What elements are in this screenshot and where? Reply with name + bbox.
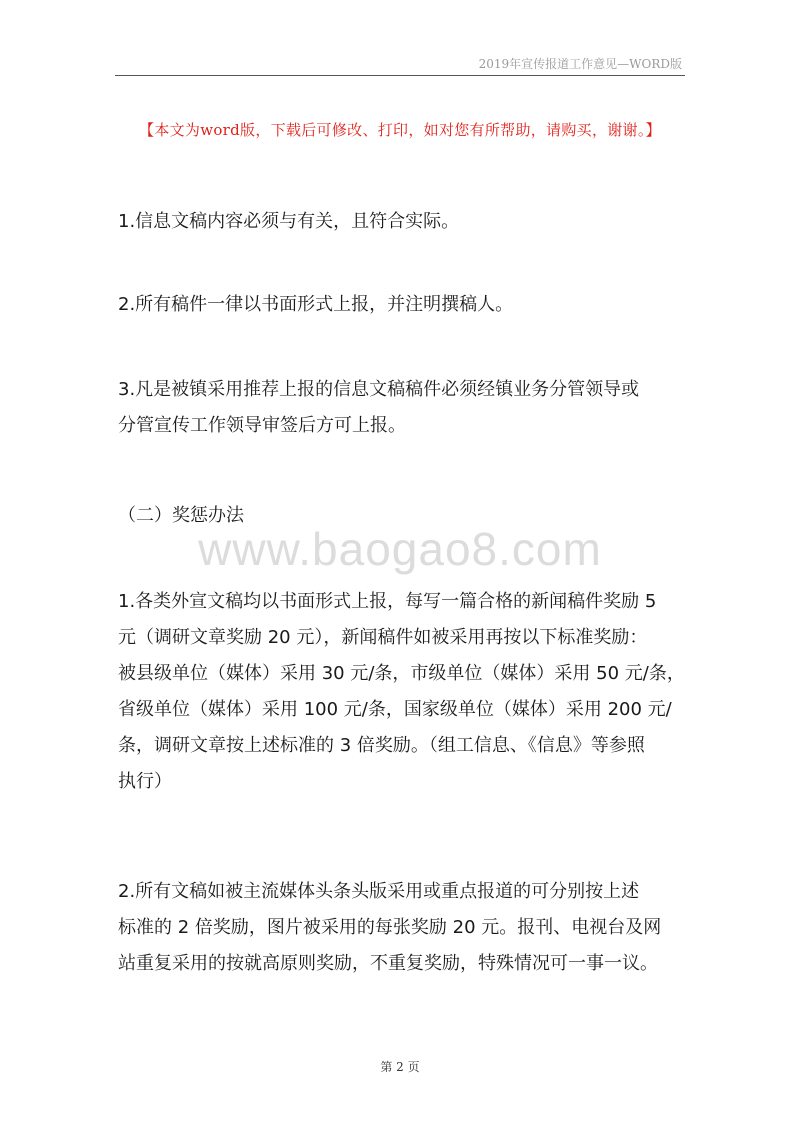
paragraph-line: 1.信息文稿内容必须与有关，且符合实际。 (118, 211, 460, 232)
paragraph-line: 条，调研文章按上述标准的 3 倍奖励。（组工信息、《信息》等参照 (118, 735, 645, 756)
paragraph-line: 站重复采用的按就高原则奖励，不重复奖励，特殊情况可一事一议。 (118, 953, 658, 974)
paragraph-line: 2.所有稿件一律以书面形式上报，并注明撰稿人。 (118, 294, 514, 315)
section-heading-text: （二）奖惩办法 (118, 505, 244, 526)
page-number: 第 2 页 (380, 1060, 420, 1074)
document-header-title: 2019年宣传报道工作意见—WORD版 (478, 57, 682, 71)
paragraph-line: 3.凡是被镇采用推荐上报的信息文稿稿件必须经镇业务分管领导或 (118, 379, 640, 400)
paragraph-line: 标准的 2 倍奖励，图片被采用的每张奖励 20 元。报刊、电视台及网 (118, 917, 662, 938)
paragraph-submission-format (118, 287, 698, 323)
paragraph-line: 元（调研文章奖励 20 元），新闻稿件如被采用再按以下标准奖励： (118, 627, 648, 648)
paragraph-approval (118, 372, 698, 444)
purchase-notice: 【本文为word版，下载后可修改、打印，如对您有所帮助，请购买，谢谢。】 (139, 121, 661, 139)
paragraph-reward-standards (118, 584, 698, 800)
paragraph-line: 分管宣传工作领导审签后方可上报。 (118, 415, 406, 436)
paragraph-headline-bonus (118, 874, 698, 982)
header-divider (115, 75, 685, 76)
paragraph-info-content (118, 204, 698, 240)
paragraph-line: 2.所有文稿如被主流媒体头条头版采用或重点报道的可分别按上述 (118, 881, 640, 902)
site-watermark: www.baogao8.com (198, 523, 602, 575)
paragraph-line: 1.各类外宣文稿均以书面形式上报，每写一篇合格的新闻稿件奖励 5 (118, 591, 657, 612)
paragraph-line: 执行） (118, 771, 172, 792)
paragraph-line: 省级单位（媒体）采用 100 元/条，国家级单位（媒体）采用 200 元/ (118, 699, 672, 720)
paragraph-line: 被县级单位（媒体）采用 30 元/条，市级单位（媒体）采用 50 元/条， (118, 663, 685, 684)
